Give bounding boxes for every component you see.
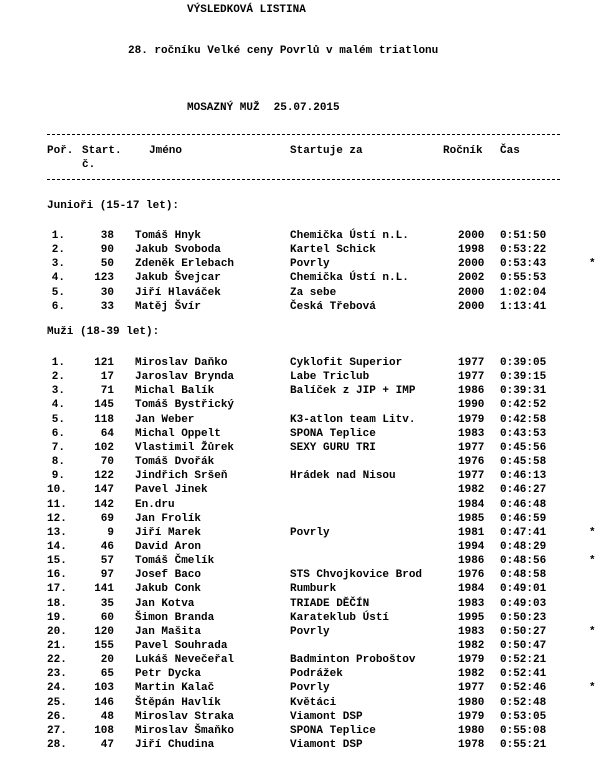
- start-number: 121: [94, 357, 114, 369]
- result-position: 2.: [51, 371, 65, 384]
- result-row: [0, 469, 600, 483]
- birth-year: 1977: [458, 682, 485, 695]
- start-number: 103: [94, 682, 114, 695]
- athlete-name: Tomáš Bystřický: [135, 399, 235, 412]
- birth-year: 2000: [458, 286, 485, 299]
- athlete-name: Šimon Branda: [135, 611, 215, 624]
- start-number: 102: [94, 441, 114, 454]
- result-position: 18.: [47, 597, 67, 610]
- start-number: 60: [100, 611, 114, 624]
- finish-time: 0:48:58: [500, 569, 547, 582]
- start-number: 65: [100, 668, 114, 681]
- result-row: [0, 512, 600, 526]
- birth-year: 1977: [458, 357, 485, 369]
- category-name: MOSAZNÝ MUŽ: [187, 102, 260, 114]
- local-marker: *: [589, 555, 596, 568]
- start-number: 35: [100, 597, 114, 610]
- athlete-club: Badminton Proboštov: [290, 654, 416, 667]
- athlete-name: Vlastimil Žůrek: [135, 441, 235, 454]
- result-row: [0, 257, 600, 271]
- col-pos: Poř.: [47, 145, 74, 157]
- result-row: [0, 696, 600, 710]
- document-subtitle: 28. ročníku Velké ceny Povrlů v malém triatlonu: [128, 45, 439, 57]
- result-row: [0, 413, 600, 427]
- athlete-name: Jan Mašita: [135, 625, 202, 638]
- group-label: Junioři (15-17 let):: [47, 200, 180, 212]
- col-club: Startuje za: [290, 145, 363, 157]
- start-number: 155: [94, 640, 114, 652]
- start-number: 71: [100, 385, 114, 398]
- result-row: [0, 398, 600, 412]
- finish-time: 0:45:58: [500, 456, 547, 469]
- athlete-club: Povrly: [290, 258, 330, 271]
- birth-year: 1984: [458, 583, 485, 596]
- athlete-name: Pavel Souhrada: [135, 640, 228, 652]
- finish-time: 0:47:41: [500, 526, 547, 539]
- finish-time: 0:51:50: [500, 230, 547, 242]
- start-number: 120: [94, 625, 114, 638]
- result-position: 16.: [47, 569, 67, 582]
- athlete-club: Chemička Ústí n.L.: [290, 230, 409, 242]
- result-position: 26.: [47, 710, 67, 723]
- result-position: 5.: [51, 413, 65, 426]
- athlete-club: SPONA Teplice: [290, 724, 376, 737]
- athlete-name: Miroslav Straka: [135, 710, 235, 723]
- athlete-club: Povrly: [290, 625, 330, 638]
- finish-time: 0:53:43: [500, 258, 547, 271]
- athlete-name: Štěpán Havlík: [135, 696, 221, 709]
- athlete-name: Michal Balík: [135, 385, 215, 398]
- athlete-club: Viamont DSP: [290, 739, 363, 752]
- start-number: 38: [100, 230, 114, 242]
- athlete-club: Cyklofit Superior: [290, 357, 403, 369]
- finish-time: 0:53:05: [500, 710, 547, 723]
- finish-time: 0:42:58: [500, 413, 547, 426]
- athlete-club: SEXY GURU TRI: [290, 441, 376, 454]
- athlete-name: Miroslav Šmaňko: [135, 724, 235, 737]
- result-position: 3.: [51, 258, 65, 271]
- category-heading: [187, 101, 340, 115]
- finish-time: 0:55:21: [500, 739, 547, 752]
- result-row: [0, 243, 600, 257]
- col-start: Start.: [82, 145, 122, 157]
- athlete-club: Květáci: [290, 696, 337, 709]
- birth-year: 2000: [458, 258, 485, 271]
- athlete-name: Tomáš Dvořák: [135, 456, 215, 469]
- result-row: [0, 300, 600, 314]
- birth-year: 1978: [458, 739, 485, 752]
- local-marker: *: [589, 526, 596, 539]
- start-number: 141: [94, 583, 114, 596]
- result-position: 28.: [47, 739, 67, 752]
- finish-time: 0:48:56: [500, 555, 547, 568]
- athlete-name: Josef Baco: [135, 569, 202, 582]
- result-position: 1.: [51, 357, 65, 369]
- start-number: 145: [94, 399, 114, 412]
- start-number: 118: [94, 413, 114, 426]
- result-position: 27.: [47, 724, 67, 737]
- finish-time: 0:55:53: [500, 272, 547, 285]
- result-row: [0, 441, 600, 455]
- finish-time: 0:39:15: [500, 371, 547, 384]
- result-row: [0, 455, 600, 469]
- athlete-name: Matěj Švír: [135, 300, 202, 313]
- birth-year: 1983: [458, 625, 485, 638]
- start-number: 90: [100, 244, 114, 257]
- birth-year: 1984: [458, 498, 485, 511]
- start-number: 33: [100, 300, 114, 313]
- birth-year: 1986: [458, 385, 485, 398]
- athlete-name: Jiří Hlaváček: [135, 286, 221, 299]
- start-number: 64: [100, 427, 114, 440]
- start-number: 122: [94, 470, 114, 483]
- finish-time: 0:49:01: [500, 583, 547, 596]
- result-position: 15.: [47, 555, 67, 568]
- athlete-name: Jiří Marek: [135, 526, 202, 539]
- finish-time: 0:39:05: [500, 357, 547, 369]
- start-number: 142: [94, 498, 114, 511]
- col-time: Čas: [500, 145, 520, 157]
- birth-year: 1982: [458, 668, 485, 681]
- result-row: [0, 597, 600, 611]
- result-position: 19.: [47, 611, 67, 624]
- start-number: 9: [107, 526, 114, 539]
- finish-time: 0:50:27: [500, 625, 547, 638]
- start-number: 97: [100, 569, 114, 582]
- result-row: [0, 639, 600, 653]
- athlete-club: Povrly: [290, 526, 330, 539]
- local-marker: *: [589, 625, 596, 638]
- birth-year: 1983: [458, 427, 485, 440]
- result-position: 8.: [51, 456, 65, 469]
- start-number: 123: [94, 272, 114, 285]
- birth-year: 1979: [458, 413, 485, 426]
- result-position: 23.: [47, 668, 67, 681]
- result-position: 4.: [51, 399, 65, 412]
- birth-year: 1995: [458, 611, 485, 624]
- athlete-name: Jindřich Sršeň: [135, 470, 228, 483]
- result-row: [0, 625, 600, 639]
- athlete-name: Michal Oppelt: [135, 427, 221, 440]
- start-number: 20: [100, 654, 114, 667]
- athlete-name: Jan Weber: [135, 413, 195, 426]
- result-row: [0, 568, 600, 582]
- athlete-name: Lukáš Nevečeřal: [135, 654, 235, 667]
- result-position: 22.: [47, 654, 67, 667]
- result-row: [0, 540, 600, 554]
- result-row: [0, 710, 600, 724]
- athlete-name: Pavel Jinek: [135, 484, 208, 497]
- birth-year: 1986: [458, 555, 485, 568]
- athlete-club: Kartel Schick: [290, 244, 376, 257]
- result-position: 1.: [51, 230, 65, 242]
- finish-time: 0:49:03: [500, 597, 547, 610]
- athlete-name: Tomáš Hnyk: [135, 230, 202, 242]
- birth-year: 1979: [458, 654, 485, 667]
- start-number: 57: [100, 555, 114, 568]
- col-start-2: č.: [82, 159, 96, 171]
- result-row: [0, 427, 600, 441]
- start-number: 47: [100, 739, 114, 752]
- finish-time: 0:42:52: [500, 399, 547, 412]
- athlete-club: K3-atlon team Litv.: [290, 413, 416, 426]
- result-position: 3.: [51, 385, 65, 398]
- event-date: 25.07.2015: [273, 102, 340, 114]
- athlete-name: Martin Kalač: [135, 682, 215, 695]
- birth-year: 2002: [458, 272, 485, 285]
- athlete-club: Karateklub Ústí: [290, 611, 390, 624]
- result-position: 5.: [51, 286, 65, 299]
- birth-year: 1998: [458, 244, 485, 257]
- athlete-name: Petr Dycka: [135, 668, 202, 681]
- result-row: [0, 356, 600, 370]
- start-number: 48: [100, 710, 114, 723]
- result-row: [0, 370, 600, 384]
- start-number: 108: [94, 724, 114, 737]
- finish-time: 0:52:46: [500, 682, 547, 695]
- finish-time: 0:50:47: [500, 640, 547, 652]
- result-position: 14.: [47, 540, 67, 553]
- finish-time: 0:46:48: [500, 498, 547, 511]
- finish-time: 0:53:22: [500, 244, 547, 257]
- athlete-club: Za sebe: [290, 286, 337, 299]
- athlete-club: Chemička Ústí n.L.: [290, 272, 409, 285]
- finish-time: 0:52:41: [500, 668, 547, 681]
- result-row: [0, 384, 600, 398]
- athlete-name: En.dru: [135, 498, 175, 511]
- birth-year: 1985: [458, 512, 485, 525]
- birth-year: 1976: [458, 456, 485, 469]
- athlete-club: Balíček z JIP + IMP: [290, 385, 416, 398]
- result-row: [0, 526, 600, 540]
- result-position: 10.: [47, 484, 67, 497]
- result-row: [0, 611, 600, 625]
- finish-time: 1:13:41: [500, 300, 547, 313]
- athlete-name: Jiří Chudina: [135, 739, 215, 752]
- athlete-club: Labe Triclub: [290, 371, 370, 384]
- finish-time: 0:52:21: [500, 654, 547, 667]
- result-row: [0, 667, 600, 681]
- result-position: 7.: [51, 441, 65, 454]
- birth-year: 1994: [458, 540, 485, 553]
- result-position: 4.: [51, 272, 65, 285]
- result-row: [0, 286, 600, 300]
- birth-year: 2000: [458, 230, 485, 242]
- birth-year: 1979: [458, 710, 485, 723]
- finish-time: 0:45:56: [500, 441, 547, 454]
- divider-bottom: [47, 179, 560, 180]
- athlete-club: STS Chvojkovice Brod: [290, 569, 423, 582]
- birth-year: 1977: [458, 371, 485, 384]
- birth-year: 1982: [458, 640, 485, 652]
- result-position: 17.: [47, 583, 67, 596]
- group-label: Muži (18-39 let):: [47, 326, 160, 338]
- athlete-name: Jakub Svoboda: [135, 244, 221, 257]
- result-row: [0, 681, 600, 695]
- result-position: 12.: [47, 512, 67, 525]
- result-row: [0, 582, 600, 596]
- birth-year: 1982: [458, 484, 485, 497]
- result-row: [0, 738, 600, 752]
- result-position: 20.: [47, 625, 67, 638]
- birth-year: 1981: [458, 526, 485, 539]
- result-position: 6.: [51, 427, 65, 440]
- result-row: [0, 483, 600, 497]
- start-number: 146: [94, 696, 114, 709]
- athlete-name: David Aron: [135, 540, 202, 553]
- birth-year: 1977: [458, 470, 485, 483]
- finish-time: 0:55:08: [500, 724, 547, 737]
- athlete-club: Hrádek nad Nisou: [290, 470, 396, 483]
- local-marker: *: [589, 682, 596, 695]
- result-position: 13.: [47, 526, 67, 539]
- start-number: 17: [100, 371, 114, 384]
- start-number: 69: [100, 512, 114, 525]
- result-row: [0, 498, 600, 512]
- birth-year: 1980: [458, 724, 485, 737]
- divider-top: [47, 134, 560, 135]
- column-header: [0, 144, 600, 171]
- athlete-club: Rumburk: [290, 583, 337, 596]
- athlete-name: Tomáš Čmelík: [135, 555, 215, 568]
- athlete-name: Zdeněk Erlebach: [135, 258, 235, 271]
- col-name: Jméno: [149, 145, 183, 157]
- finish-time: 0:52:48: [500, 696, 547, 709]
- start-number: 46: [100, 540, 114, 553]
- start-number: 50: [100, 258, 114, 271]
- start-number: 30: [100, 286, 114, 299]
- athlete-name: Jaroslav Brynda: [135, 371, 235, 384]
- athlete-name: Jakub Conk: [135, 583, 202, 596]
- result-position: 9.: [51, 470, 65, 483]
- athlete-club: TRIADE DĚČÍN: [290, 597, 370, 610]
- result-position: 24.: [47, 682, 67, 695]
- result-row: [0, 653, 600, 667]
- athlete-club: Povrly: [290, 682, 330, 695]
- finish-time: 0:50:23: [500, 611, 547, 624]
- result-row: [0, 724, 600, 738]
- birth-year: 1976: [458, 569, 485, 582]
- athlete-name: Jakub Švejcar: [135, 272, 221, 285]
- athlete-club: Viamont DSP: [290, 710, 363, 723]
- athlete-name: Miroslav Daňko: [135, 357, 228, 369]
- finish-time: 0:46:13: [500, 470, 547, 483]
- result-row: [0, 554, 600, 568]
- athlete-club: Podrážek: [290, 668, 343, 681]
- finish-time: 0:46:59: [500, 512, 547, 525]
- start-number: 147: [94, 484, 114, 497]
- birth-year: 1983: [458, 597, 485, 610]
- result-row: [0, 229, 600, 243]
- result-position: 6.: [51, 300, 65, 313]
- result-position: 11.: [47, 498, 67, 511]
- result-position: 21.: [47, 640, 67, 652]
- col-year: Ročník: [443, 145, 483, 157]
- finish-time: 1:02:04: [500, 286, 547, 299]
- finish-time: 0:43:53: [500, 427, 547, 440]
- result-position: 25.: [47, 696, 67, 709]
- athlete-club: SPONA Teplice: [290, 427, 376, 440]
- birth-year: 2000: [458, 300, 485, 313]
- start-number: 70: [100, 456, 114, 469]
- birth-year: 1977: [458, 441, 485, 454]
- athlete-name: Jan Frolík: [135, 512, 202, 525]
- finish-time: 0:39:31: [500, 385, 547, 398]
- athlete-club: Česká Třebová: [290, 300, 376, 313]
- result-position: 2.: [51, 244, 65, 257]
- document-title: VÝSLEDKOVÁ LISTINA: [187, 4, 306, 16]
- birth-year: 1990: [458, 399, 485, 412]
- result-row: [0, 271, 600, 285]
- athlete-name: Jan Kotva: [135, 597, 195, 610]
- birth-year: 1980: [458, 696, 485, 709]
- local-marker: *: [589, 258, 596, 271]
- finish-time: 0:46:27: [500, 484, 547, 497]
- finish-time: 0:48:29: [500, 540, 547, 553]
